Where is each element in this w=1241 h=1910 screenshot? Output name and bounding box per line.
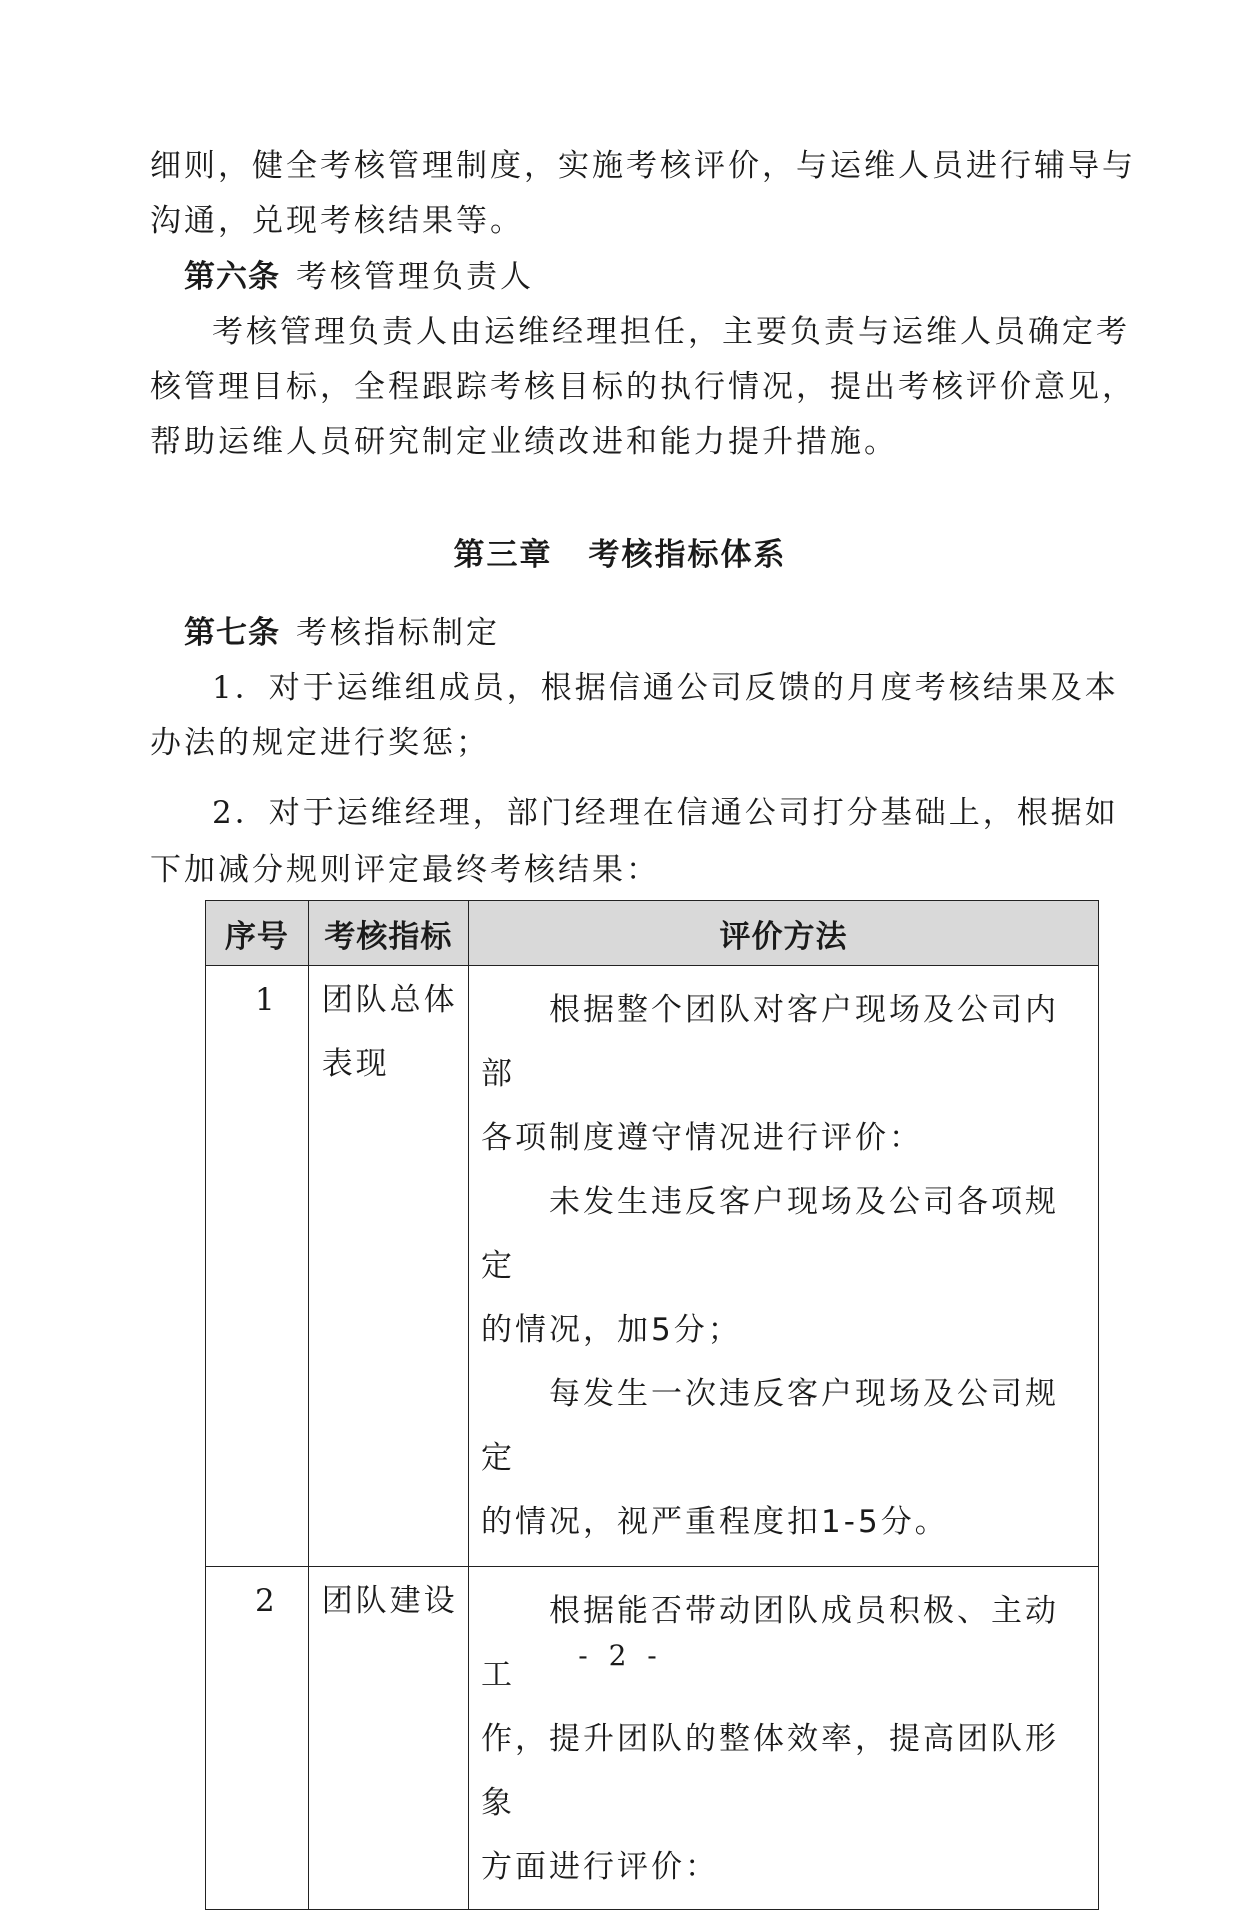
row-indicator: [308, 966, 468, 1567]
row-method: [469, 1567, 1099, 1910]
table-header-row: [206, 901, 1099, 966]
chapter-heading: [150, 535, 1090, 575]
row-method: [469, 966, 1099, 1567]
score-value: 1-5: [821, 1504, 881, 1540]
article-6-heading: [184, 257, 1124, 297]
article-title: 考核指标制定: [296, 615, 500, 651]
row-indicator: [308, 1567, 468, 1910]
method-line: 的情况，视严重程度扣1-5分。: [481, 1504, 949, 1540]
indicator-line: 团队建设: [321, 1583, 458, 1619]
method-line: 每发生一次违反客户现场及公司规定: [481, 1376, 1060, 1476]
paragraph-line: 帮助运维人员研究制定业绩改进和能力提升措施。: [150, 424, 898, 460]
indicator-line: 表现: [321, 1046, 390, 1082]
chapter-number: 第三章: [453, 537, 553, 573]
paragraph-line: 沟通，兑现考核结果等。: [150, 203, 524, 239]
row-serial: 2: [206, 1567, 309, 1910]
paragraph-line: 2．对于运维经理，部门经理在信通公司打分基础上，根据如: [212, 795, 1119, 831]
method-line: 根据能否带动团队成员积极、主动工: [481, 1593, 1060, 1693]
method-line: 未发生违反客户现场及公司各项规定: [481, 1184, 1060, 1284]
method-line: 根据整个团队对客户现场及公司内部: [481, 992, 1060, 1092]
method-line: 各项制度遵守情况进行评价：: [481, 1120, 924, 1156]
article-title: 考核管理负责人: [296, 259, 534, 295]
row-serial: 1: [206, 966, 309, 1567]
header-method: 评价方法: [469, 901, 1099, 966]
table-row: [206, 966, 1099, 1567]
score-value: 5: [651, 1312, 674, 1348]
paragraph-line: 办法的规定进行奖惩；: [150, 725, 490, 761]
paragraph-line: 考核管理负责人由运维经理担任，主要负责与运维人员确定考: [212, 314, 1130, 350]
assessment-table: [205, 900, 1099, 1910]
method-line: 作，提升团队的整体效率，提高团队形象: [481, 1721, 1060, 1821]
indicator-line: 团队总体: [321, 982, 458, 1018]
article-7-heading: [184, 613, 1124, 653]
chapter-title: 考核指标体系: [588, 537, 787, 573]
paragraph-line: 下加减分规则评定最终考核结果：: [150, 852, 660, 888]
paragraph-line: 细则，健全考核管理制度，实施考核评价，与运维人员进行辅导与: [150, 148, 1136, 184]
method-line: 的情况，加5分；: [481, 1312, 742, 1348]
method-line: 方面进行评价：: [481, 1849, 720, 1885]
paragraph-line: 1．对于运维组成员，根据信通公司反馈的月度考核结果及本: [212, 670, 1119, 706]
article-number: 第七条: [184, 615, 280, 651]
header-serial: 序号: [206, 901, 309, 966]
paragraph-line: 核管理目标，全程跟踪考核目标的执行情况，提出考核评价意见，: [150, 369, 1136, 405]
page-number: - 2 -: [578, 1639, 663, 1672]
header-indicator: 考核指标: [308, 901, 468, 966]
article-number: 第六条: [184, 259, 280, 295]
table-row: [206, 1567, 1099, 1910]
